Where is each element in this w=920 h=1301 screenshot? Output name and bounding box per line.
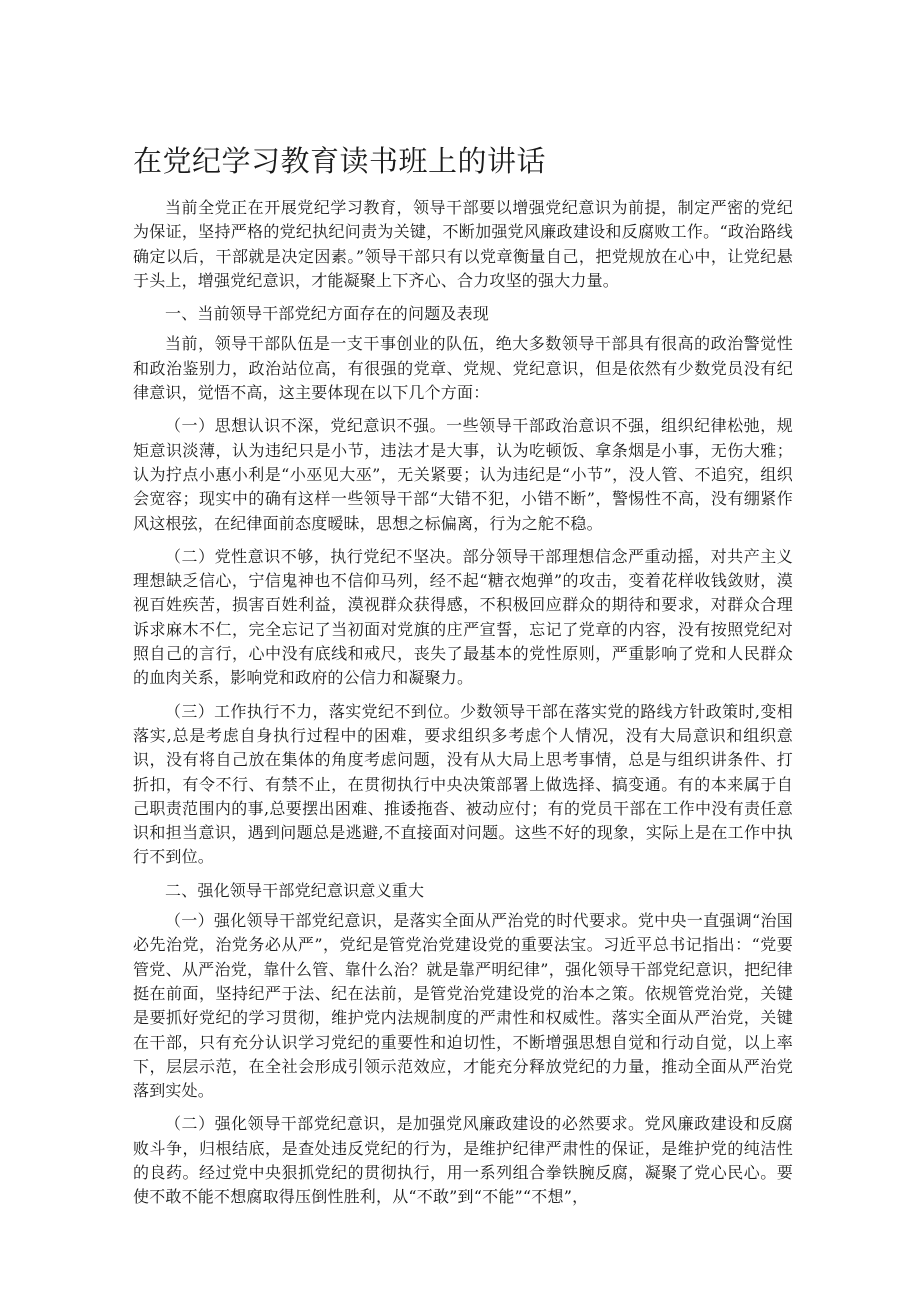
section-1-item-1-paragraph: （一）思想认识不深，党纪意识不强。一些领导干部政治意识不强，组织纪律松弛，规矩意识淡薄，认为违纪只是小节，违法才是大事，认为吃顿饭、拿条烟是小事，无伤大雅；认为拧点小惠小利是“小巫见大巫”，无关紧要；认为违纪是“小节”，没人管、不追究，组织会宽容；现实中的确有这样一些领导干部“大错不犯，小错不断”，警惕性不高，没有绷紧作风这根弦，在纪律面前态度暧昧，思想之标偏离，行为之舵不稳。 — [133, 416, 793, 533]
intro-paragraph: 当前全党正在开展党纪学习教育，领导干部要以增强党纪意识为前提，制定严密的党纪为保证，坚持严格的党纪执纪问责为关键，不断加强党风廉政建设和反腐败工作。“政治路线确定以后，干部就是决定因素。”领导干部只有以党章衡量自己，把党规放在心中，让党纪悬于头上，增强党纪意识，才能凝聚上下齐心、合力攻坚的强大力量。 — [133, 198, 793, 290]
section-heading-1: 一、当前领导干部党纪方面存在的问题及表现 — [165, 304, 490, 324]
section-heading-2: 二、强化领导干部党纪意识意义重大 — [165, 880, 425, 900]
document-body — [133, 196, 793, 1219]
section-1-item-2-paragraph: （二）党性意识不够，执行党纪不坚决。部分领导干部理想信念严重动摇，对共产主义理想缺乏信心，宁信鬼神也不信仰马列，经不起“糖衣炮弹”的攻击，变着花样收钱敛财，漠视百姓疾苦，损害百姓利益，漠视群众获得感，不积极回应群众的期待和要求，对群众合理诉求麻木不仁，完全忘记了当初面对党旗的庄严宣誓，忘记了党章的内容，没有按照党纪对照自己的言行，心中没有底线和戒尺，丧失了最基本的党性原则，严重影响了党和人民群众的血肉关系，影响党和政府的公信力和凝聚力。 — [133, 546, 793, 688]
section-2-item-2-paragraph: （二）强化领导干部党纪意识，是加强党风廉政建设的必然要求。党风廉政建设和反腐败斗争，归根结底，是查处违反党纪的行为，是维护纪律严肃性的保证，是维护党的纯洁性的良药。经过党中央狠抓党纪的贯彻执行，用一系列组合拳铁腕反腐，凝聚了党心民心。要使不敢不能不想腐取得压倒性胜利，从“不敢”到“不能”“不想”， — [133, 1114, 793, 1207]
section-1-item-3-paragraph: （三）工作执行不力，落实党纪不到位。少数领导干部在落实党的路线方针政策时,变相落实,总是考虑自身执行过程中的困难，要求组织多考虑个人情况，没有大局意识和组织意识，没有将自己放在集体的角度考虑问题，没有从大局上思考事情，总是与组织讲条件、打折扣，有令不行、有禁不止，在贯彻执行中央决策部署上做选择、搞变通。有的本来属于自己职责范围内的事,总要摆出困难、推诿拖沓、被动应付；有的党员干部在工作中没有责任意识和担当意识，遇到问题总是逃避,不直接面对问题。这些不好的现象，实际上是在工作中执行不到位。 — [133, 701, 793, 867]
section-2-item-1-paragraph: （一）强化领导干部党纪意识，是落实全面从严治党的时代要求。党中央一直强调“治国必先治党，治党务必从严”，党纪是管党治党建设党的重要法宝。习近平总书记指出：“党要管党、从严治党，靠什么管、靠什么治？就是靠严明纪律”，强化领导干部党纪意识，把纪律挺在前面，坚持纪严于法、纪在法前，是管党治党建设党的治本之策。依规管党治党，关键是要抓好党纪的学习贯彻，维护党内法规制度的严肃性和权威性。落实全面从严治党，关键在干部，只有充分认识学习党纪的重要性和迫切性，不断增强思想自觉和行动自觉，以上率下，层层示范，在全社会形成引领示范效应，才能充分释放党纪的力量，推动全面从严治党落到实处。 — [133, 911, 793, 1101]
document-title: 在党纪学习教育读书班上的讲话 — [133, 144, 547, 178]
section-1-intro-paragraph: 当前，领导干部队伍是一支干事创业的队伍，绝大多数领导干部具有很高的政治警觉性和政治鉴别力，政治站位高，有很强的党章、党规、党纪意识，但是依然有少数党员没有纪律意识，觉悟不高，这主要体现在以下几个方面： — [133, 334, 793, 403]
